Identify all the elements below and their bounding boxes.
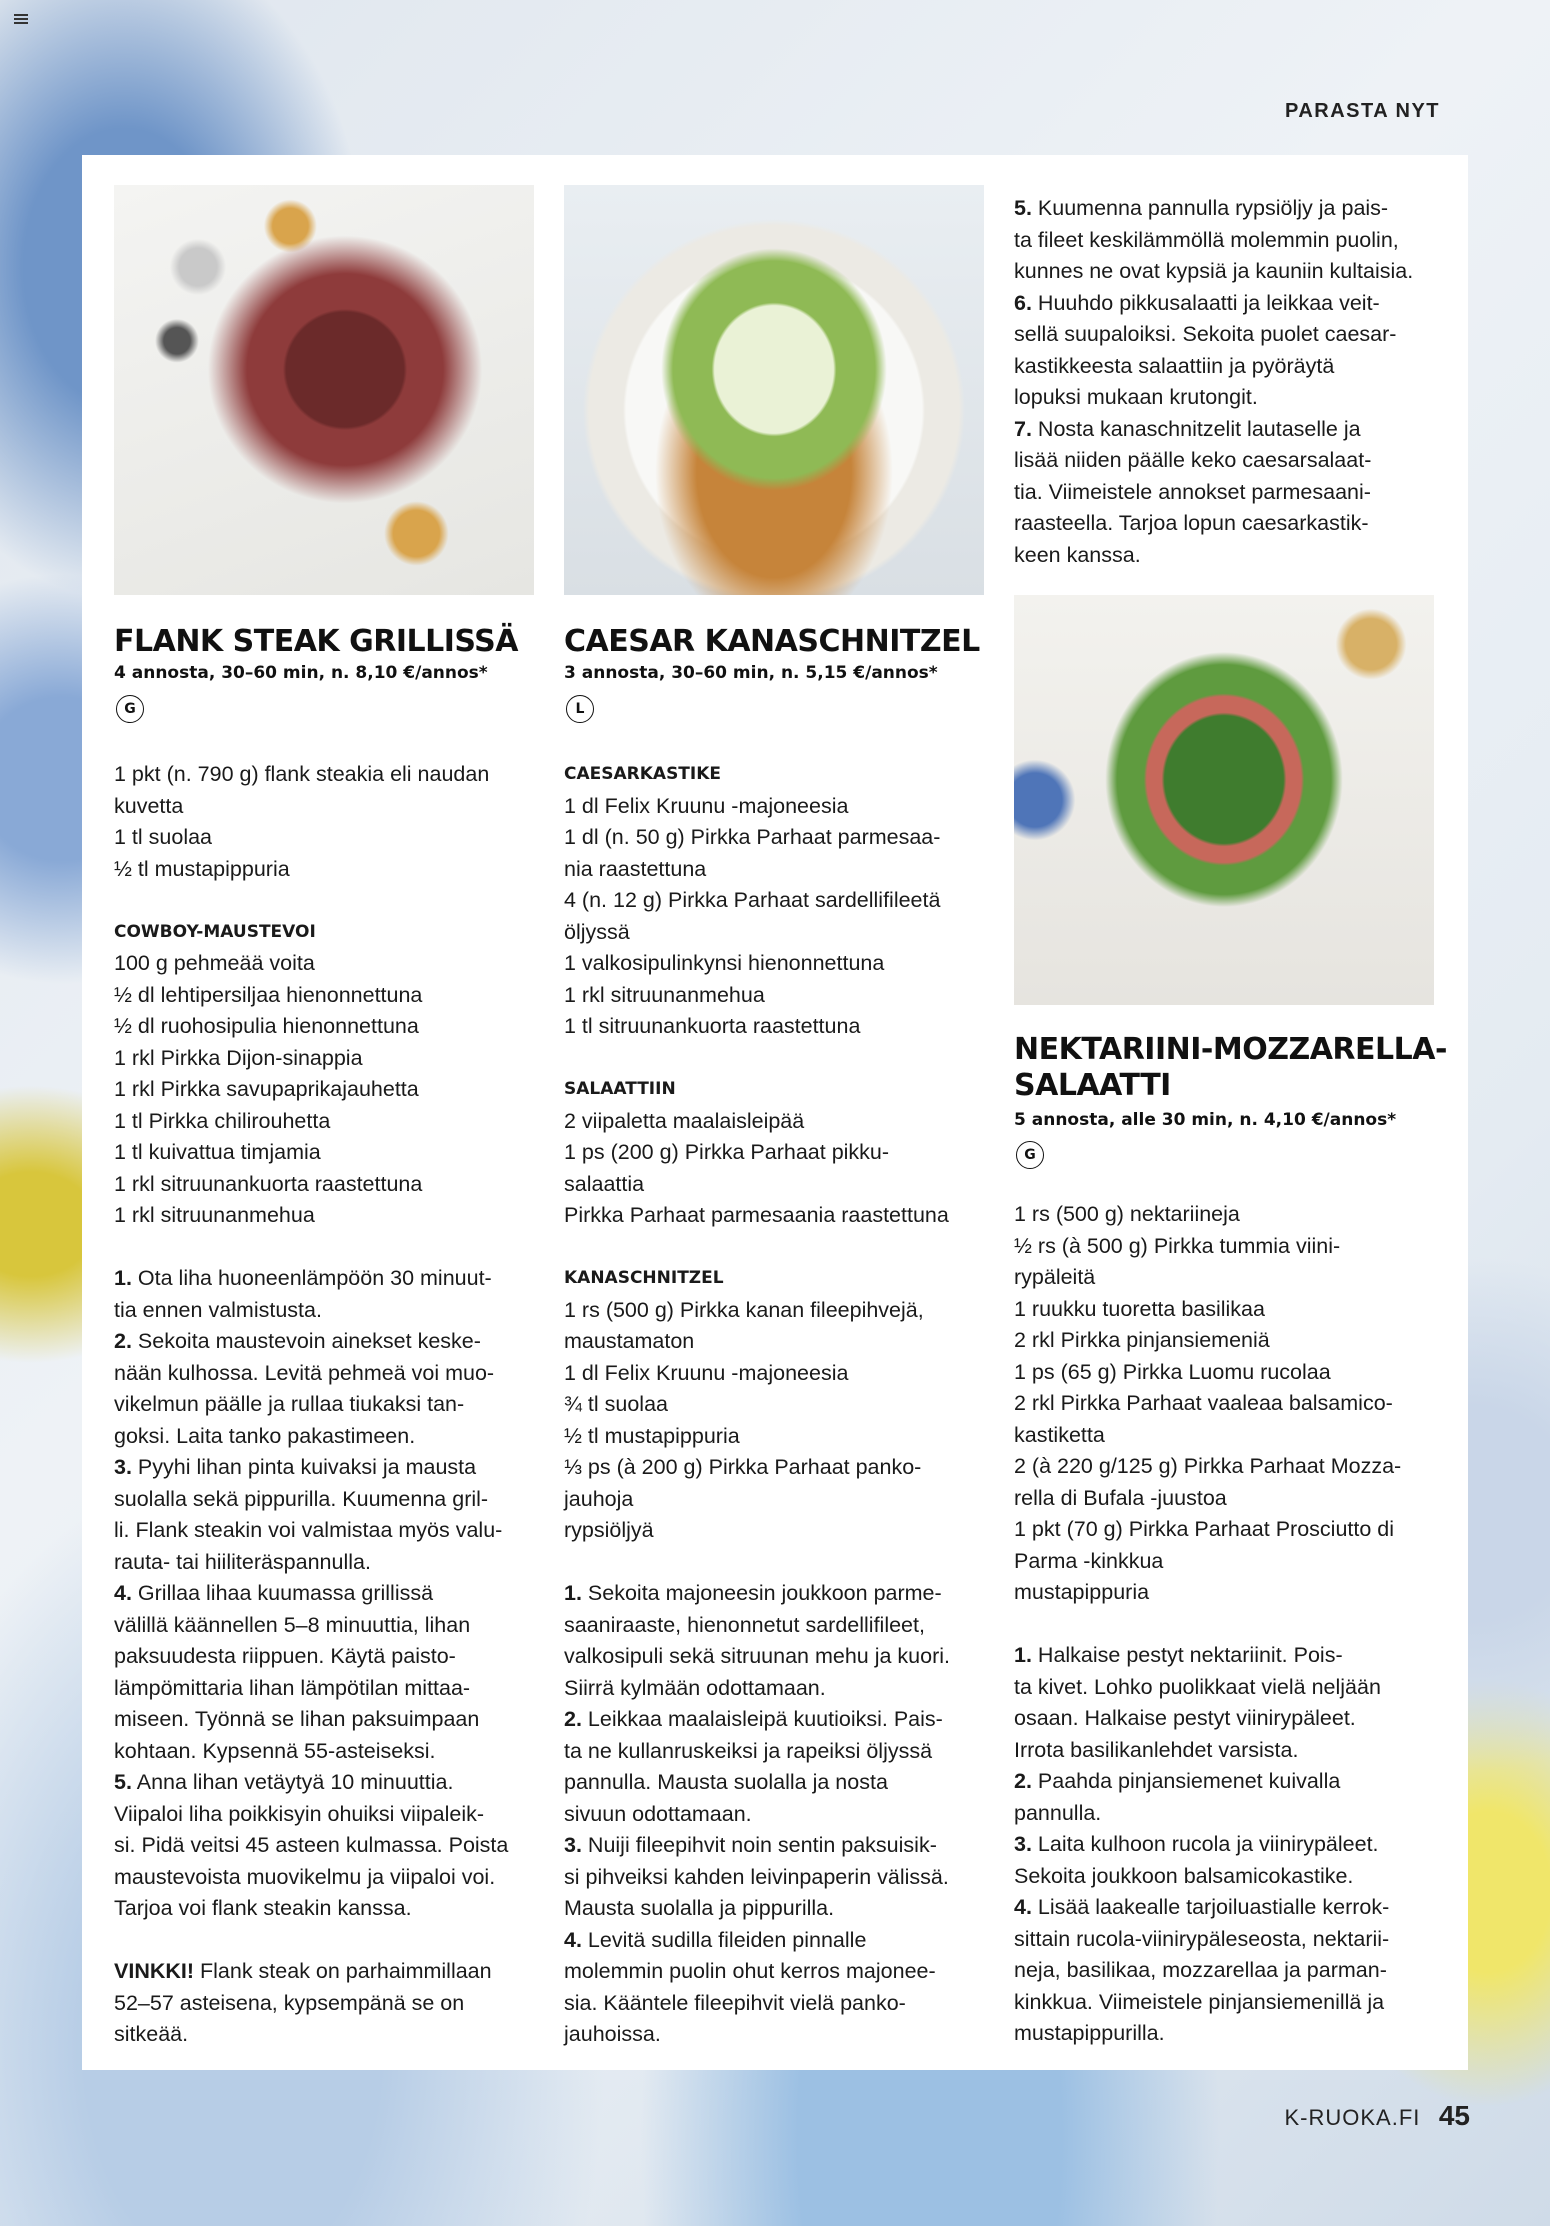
- step-number: 1.: [564, 1581, 582, 1605]
- ingredient-line: 1 rkl sitruunankuorta raastettuna: [114, 1171, 423, 1196]
- ingredient-line: 1 tl Pirkka chilirouhetta: [114, 1108, 331, 1133]
- step-line: sia. Kääntele fileepihvit vielä panko-: [564, 1990, 906, 2015]
- step-line: raasteella. Tarjoa lopun caesarkastik-: [1014, 511, 1369, 535]
- step-line: jauhoissa.: [564, 2022, 661, 2046]
- step-line: Tarjoa voi flank steakin kanssa.: [114, 1896, 412, 1920]
- subheading: COWBOY-MAUSTEVOI: [114, 921, 316, 942]
- salad-recipe-text: [1014, 1199, 1454, 2050]
- ingredient-line: rella di Bufala -juustoa: [1014, 1485, 1227, 1510]
- ingredient-line: 2 (à 220 g/125 g) Pirkka Parhaat Mozza-: [1014, 1454, 1402, 1478]
- step-line: [1014, 414, 1444, 446]
- ingredient-line: 1 ruukku tuoretta basilikaa: [1014, 1296, 1265, 1321]
- step-number: 4.: [1014, 1895, 1032, 1919]
- step-number: 3.: [114, 1455, 132, 1479]
- step-text: Paahda pinjansiemenet kuivalla: [1031, 1769, 1341, 1793]
- step-text: Nosta kanaschnitzelit lautaselle ja: [1031, 416, 1361, 441]
- step-line: goksi. Laita tanko pakastimeen.: [114, 1423, 416, 1448]
- step-line: miseen. Työnnä se lihan paksuimpaan: [114, 1707, 480, 1731]
- page-number: 45: [1438, 2100, 1470, 2131]
- step-line: tia ennen valmistusta.: [114, 1297, 322, 1322]
- step-line: lämpömittaria lihan lämpötilan mittaa-: [114, 1675, 471, 1700]
- recipe-title-salad-line1: NEKTARIINI-MOZZARELLA-: [1014, 1032, 1447, 1067]
- caesar-schnitzel-photo: [564, 185, 984, 595]
- step-line: [564, 1578, 1004, 1610]
- step-line: pannulla.: [1014, 1800, 1102, 1825]
- step-line: kunnes ne ovat kypsiä ja kauniin kultaisia.: [1014, 259, 1414, 283]
- ingredient-line: 1 tl sitruunankuorta raastettuna: [564, 1014, 861, 1038]
- ingredient-line: 100 g pehmeää voita: [114, 951, 315, 975]
- step-number: 4.: [114, 1581, 132, 1605]
- step-line: si pihveiksi kahden leivinpaperin välissä.: [564, 1864, 949, 1889]
- recipe-meta-steak: 4 annosta, 30–60 min, n. 8,10 €/annos*: [114, 663, 488, 683]
- step-number: 2.: [1014, 1769, 1032, 1793]
- ingredient-line: 1 tl suolaa: [114, 825, 213, 849]
- page-footer: [1284, 2100, 1470, 2132]
- step-line: maustevoista muovikelmu ja viipaloi voi.: [114, 1864, 496, 1889]
- ingredient-line: ¾ tl suolaa: [564, 1392, 668, 1416]
- caesar-recipe-text: [564, 759, 1004, 2051]
- step-line: Viipaloi liha poikkisyin ohuiksi viipaleik-: [114, 1801, 485, 1826]
- step-line: Irrota basilikanlehdet varsista.: [1014, 1737, 1299, 1762]
- diet-badge-salad: G: [1016, 1141, 1044, 1169]
- diet-badge-steak: G: [116, 695, 144, 723]
- recipe-title-salad-line2: SALAATTI: [1014, 1068, 1171, 1103]
- ingredient-line: kastiketta: [1014, 1422, 1105, 1447]
- ingredient-line: 1 pkt (70 g) Pirkka Parhaat Prosciutto di: [1014, 1517, 1395, 1541]
- step-line: paksuudesta riippuen. Käytä paisto-: [114, 1644, 456, 1668]
- step-line: Mausta suolalla ja pippurilla.: [564, 1896, 835, 1920]
- ingredient-line: 1 dl Felix Kruunu -majoneesia: [564, 1360, 849, 1385]
- step-line: lopuksi mukaan krutongit.: [1014, 385, 1258, 409]
- site-name: K-RUOKA.FI: [1284, 2105, 1421, 2130]
- tip-line: 52–57 asteisena, kypsempänä se on: [114, 1990, 465, 2015]
- step-line: [114, 1767, 544, 1799]
- step-line: nään kulhossa. Levitä pehmeä voi muo-: [114, 1360, 495, 1385]
- step-line: keen kanssa.: [1014, 542, 1141, 567]
- step-number: 6.: [1014, 290, 1032, 315]
- step-line: neja, basilikaa, mozzarellaa ja parman-: [1014, 1958, 1387, 1982]
- ingredient-line: jauhoja: [564, 1486, 634, 1511]
- step-line: mustapippurilla.: [1014, 2021, 1165, 2045]
- step-number: 2.: [564, 1707, 582, 1731]
- ingredient-line: 1 rkl sitruunanmehua: [564, 982, 765, 1007]
- ingredient-line: ⅓ ps (à 200 g) Pirkka Parhaat panko-: [564, 1455, 922, 1479]
- tip-line: [114, 1956, 544, 1988]
- step-text: Sekoita majoneesin joukkoon parme-: [581, 1581, 942, 1605]
- step-number: 5.: [114, 1770, 132, 1794]
- flank-steak-photo: [114, 185, 534, 595]
- step-number: 4.: [564, 1927, 582, 1952]
- step-line: ta kivet. Lohko puolikkaat vielä neljään: [1014, 1674, 1381, 1699]
- subheading: SALAATTIIN: [564, 1079, 676, 1099]
- ingredient-line: rypsiöljyä: [564, 1518, 654, 1542]
- step-line: suolalla sekä pippurilla. Kuumenna gril-: [114, 1486, 489, 1511]
- step-line: pannulla. Mausta suolalla ja nosta: [564, 1770, 888, 1794]
- steak-recipe-text: [114, 759, 544, 2051]
- step-line: rauta- tai hiiliteräspannulla.: [114, 1549, 371, 1574]
- tip-line: sitkeää.: [114, 2022, 189, 2046]
- step-text: Leikkaa maalaisleipä kuutioiksi. Pais-: [581, 1707, 943, 1731]
- step-text: Lisää laakealle tarjoiluastialle kerrok-: [1031, 1895, 1390, 1919]
- step-number: 3.: [564, 1833, 582, 1857]
- ingredient-line: 1 tl kuivattua timjamia: [114, 1140, 321, 1164]
- recipe-title-caesar: CAESAR KANASCHNITZEL: [564, 624, 980, 659]
- nectarine-salad-photo: [1014, 595, 1434, 1005]
- ingredient-line: 2 viipaletta maalaisleipää: [564, 1108, 805, 1133]
- ingredient-line: 1 dl (n. 50 g) Pirkka Parhaat parmesaa-: [564, 825, 941, 849]
- ingredient-line: Parma -kinkkua: [1014, 1548, 1164, 1573]
- step-text: Kuumenna pannulla rypsiöljy ja pais-: [1031, 196, 1389, 220]
- step-line: [1014, 193, 1444, 225]
- step-line: ta fileet keskilämmöllä molemmin puolin,: [1014, 227, 1399, 252]
- ingredient-line: ½ dl lehtipersiljaa hienonnettuna: [114, 982, 423, 1007]
- step-text: Grillaa lihaa kuumassa grillissä: [131, 1581, 434, 1605]
- step-number: VINKKI!: [114, 1959, 195, 1983]
- step-line: sittain rucola-viinirypäleseosta, nektarii-: [1014, 1926, 1390, 1951]
- step-number: 1.: [1014, 1643, 1032, 1667]
- caesar-steps-continued: [1014, 193, 1444, 571]
- ingredient-line: 1 ps (65 g) Pirkka Luomu rucolaa: [1014, 1359, 1331, 1384]
- step-line: [114, 1263, 544, 1295]
- ingredient-line: ½ tl mustapippuria: [564, 1423, 740, 1448]
- ingredient-line: 1 dl Felix Kruunu -majoneesia: [564, 793, 849, 818]
- step-text: Sekoita maustevoin ainekset keske-: [131, 1329, 481, 1353]
- language-flag-icon: [14, 14, 28, 26]
- step-line: [564, 1925, 1004, 1957]
- step-line: [114, 1452, 544, 1484]
- step-line: kohtaan. Kypsennä 55-asteiseksi.: [114, 1738, 436, 1763]
- subheading: KANASCHNITZEL: [564, 1268, 724, 1288]
- recipe-meta-caesar: 3 annosta, 30–60 min, n. 5,15 €/annos*: [564, 663, 938, 683]
- step-line: välillä käännellen 5–8 minuuttia, lihan: [114, 1612, 471, 1637]
- ingredient-line: 2 rkl Pirkka Parhaat vaaleaa balsamico-: [1014, 1391, 1393, 1415]
- step-text: Laita kulhoon rucola ja viinirypäleet.: [1031, 1832, 1379, 1856]
- step-line: kastikkeesta salaattiin ja pyöräytä: [1014, 353, 1335, 378]
- ingredient-line: 1 rkl sitruunanmehua: [114, 1203, 315, 1227]
- ingredient-line: nia raastettuna: [564, 856, 707, 881]
- ingredient-line: 1 rs (500 g) Pirkka kanan fileepihvejä,: [564, 1297, 924, 1322]
- step-line: sivuun odottamaan.: [564, 1801, 752, 1826]
- ingredient-line: 2 rkl Pirkka pinjansiemeniä: [1014, 1328, 1270, 1352]
- ingredient-line: 1 rkl Pirkka savupaprikajauhetta: [114, 1077, 419, 1101]
- step-line: [1014, 288, 1444, 320]
- step-line: si. Pidä veitsi 45 asteen kulmassa. Poista: [114, 1833, 509, 1857]
- step-line: [1014, 1766, 1454, 1798]
- ingredient-line: mustapippuria: [1014, 1580, 1150, 1604]
- ingredient-line: 1 valkosipulinkynsi hienonnettuna: [564, 951, 885, 975]
- step-text: Halkaise pestyt nektariinit. Pois-: [1031, 1643, 1343, 1667]
- step-line: tia. Viimeistele annokset parmesaani-: [1014, 479, 1371, 504]
- step-number: 5.: [1014, 196, 1032, 220]
- step-number: 7.: [1014, 416, 1032, 441]
- diet-badge-caesar: L: [566, 695, 594, 723]
- ingredient-line: rypäleitä: [1014, 1265, 1096, 1289]
- ingredient-line: 1 pkt (n. 790 g) flank steakia eli naudan: [114, 762, 490, 786]
- ingredient-line: ½ dl ruohosipulia hienonnettuna: [114, 1014, 419, 1038]
- step-text: Huuhdo pikkusalaatti ja leikkaa veit-: [1031, 290, 1380, 315]
- step-number: 1.: [114, 1266, 132, 1290]
- step-text: Flank steak on parhaimmillaan: [194, 1959, 492, 1983]
- step-line: ta ne kullanruskeiksi ja rapeiksi öljyssä: [564, 1738, 933, 1763]
- recipe-meta-salad: 5 annosta, alle 30 min, n. 4,10 €/annos*: [1014, 1110, 1397, 1130]
- step-line: vikelmun päälle ja rullaa tiukaksi tan-: [114, 1392, 465, 1416]
- ingredient-line: maustamaton: [564, 1329, 695, 1353]
- step-line: molemmin puolin ohut kerros majonee-: [564, 1959, 936, 1983]
- step-text: Nuiji fileepihvit noin sentin paksuisik-: [581, 1833, 937, 1857]
- ingredient-line: kuvetta: [114, 793, 184, 818]
- step-line: lisää niiden päälle keko caesarsalaat-: [1014, 448, 1372, 472]
- step-line: Siirrä kylmään odottamaan.: [564, 1675, 826, 1700]
- subheading: CAESARKASTIKE: [564, 764, 722, 784]
- step-line: [564, 1704, 1004, 1736]
- ingredient-line: 1 ps (200 g) Pirkka Parhaat pikku-: [564, 1140, 890, 1164]
- step-line: saaniraaste, hienonnetut sardellifileet,: [564, 1612, 925, 1637]
- section-label: PARASTA NYT: [1284, 100, 1440, 122]
- ingredient-line: 1 rs (500 g) nektariineja: [1014, 1202, 1240, 1226]
- step-number: 3.: [1014, 1832, 1032, 1856]
- recipe-page: [82, 155, 1468, 2070]
- step-text: Ota liha huoneenlämpöön 30 minuut-: [131, 1266, 492, 1290]
- step-line: sellä suupaloiksi. Sekoita puolet caesar-: [1014, 322, 1397, 346]
- step-line: osaan. Halkaise pestyt viinirypäleet.: [1014, 1706, 1356, 1730]
- step-line: Sekoita joukkoon balsamicokastike.: [1014, 1863, 1354, 1888]
- ingredient-line: salaattia: [564, 1171, 645, 1196]
- step-number: 2.: [114, 1329, 132, 1353]
- step-line: [564, 1830, 1004, 1862]
- step-text: Anna lihan vetäytyä 10 minuuttia.: [131, 1770, 454, 1794]
- ingredient-line: Pirkka Parhaat parmesaania raastettuna: [564, 1203, 949, 1227]
- step-text: Levitä sudilla fileiden pinnalle: [581, 1927, 867, 1952]
- step-line: [1014, 1829, 1454, 1861]
- step-line: [1014, 1892, 1454, 1924]
- step-line: [1014, 1640, 1454, 1672]
- step-line: kinkkua. Viimeistele pinjansiemenillä ja: [1014, 1989, 1385, 2014]
- ingredient-line: 1 rkl Pirkka Dijon-sinappia: [114, 1045, 363, 1070]
- ingredient-line: ½ rs (à 500 g) Pirkka tummia viini-: [1014, 1233, 1341, 1258]
- ingredient-line: 4 (n. 12 g) Pirkka Parhaat sardellifileetä: [564, 888, 941, 912]
- ingredient-line: öljyssä: [564, 919, 630, 944]
- ingredient-line: ½ tl mustapippuria: [114, 856, 290, 881]
- step-line: [114, 1578, 544, 1610]
- step-text: Pyyhi lihan pinta kuivaksi ja mausta: [131, 1455, 477, 1479]
- step-line: valkosipuli sekä sitruunan mehu ja kuori.: [564, 1644, 951, 1668]
- step-line: [114, 1326, 544, 1358]
- step-line: li. Flank steakin voi valmistaa myös valu-: [114, 1518, 503, 1542]
- recipe-title-steak: FLANK STEAK GRILLISSÄ: [114, 624, 518, 659]
